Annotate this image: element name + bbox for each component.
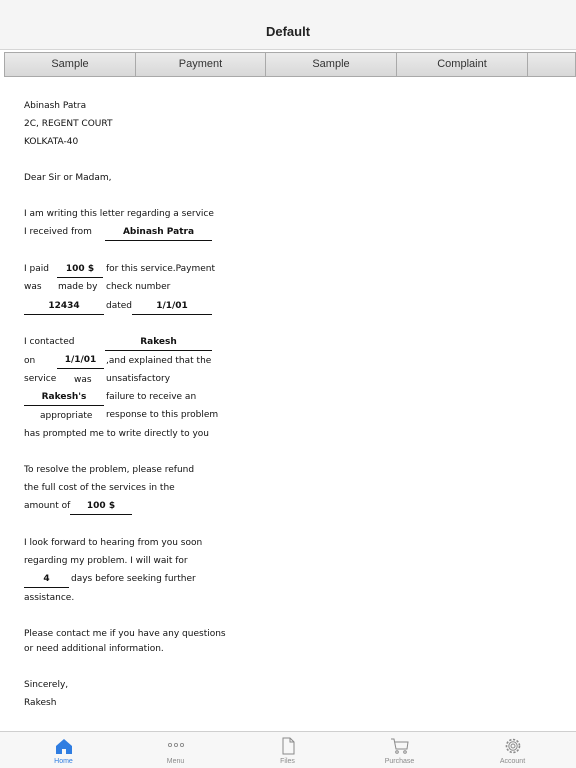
was-text: was xyxy=(24,282,42,292)
salutation: Dear Sir or Madam, xyxy=(24,173,112,183)
forward-line-1: I look forward to hearing from you soon xyxy=(24,538,203,548)
on-label: on xyxy=(24,356,36,366)
paid-amount-field[interactable]: 100 $ xyxy=(57,263,103,278)
tab-bar xyxy=(0,731,576,768)
dated-field[interactable]: 1/1/01 xyxy=(132,300,212,315)
paragraph-intro-line-1: I am writing this letter regarding a service xyxy=(24,209,214,219)
resolve-line-2: the full cost of the services in the xyxy=(24,483,175,493)
days-before-text: days before seeking further xyxy=(71,574,196,584)
assistance-text: assistance. xyxy=(24,593,75,603)
file-icon xyxy=(278,736,298,756)
forward-line-2: regarding my problem. I will wait for xyxy=(24,556,188,566)
response-text: response to this problem xyxy=(106,410,219,420)
segment-payment[interactable]: Payment xyxy=(135,52,265,77)
contact-line-1: Please contact me if you have any questions xyxy=(24,629,226,639)
service-label: service xyxy=(24,374,57,384)
paid-label: I paid xyxy=(24,264,49,274)
dated-label: dated xyxy=(106,301,133,311)
for-service-text: for this service.Payment xyxy=(106,264,216,274)
tab-files[interactable] xyxy=(230,732,345,768)
segment-more[interactable] xyxy=(527,52,576,77)
tab-menu-label: Menu xyxy=(166,758,185,765)
gear-icon xyxy=(503,736,523,756)
signature: Rakesh xyxy=(24,698,57,708)
tab-purchase-label: Purchase xyxy=(384,758,415,765)
tab-account[interactable] xyxy=(455,732,570,768)
explained-text: ,and explained that the xyxy=(106,356,212,366)
contact-date-field[interactable]: 1/1/01 xyxy=(57,354,104,369)
made-by-text: made by xyxy=(58,282,98,292)
amount-of-label: amount of xyxy=(24,501,71,511)
failure-name-field[interactable]: Rakesh's xyxy=(24,391,104,406)
resolve-line-1: To resolve the problem, please refund xyxy=(24,465,195,475)
tab-home-label: Home xyxy=(54,758,73,765)
segmented-control xyxy=(4,52,576,77)
tab-account-label: Account xyxy=(499,758,526,765)
page-title: Default xyxy=(265,24,311,39)
check-number-field[interactable]: 12434 xyxy=(24,300,104,315)
address-line-2: KOLKATA-40 xyxy=(24,137,79,147)
sender-name: Abinash Patra xyxy=(24,101,87,111)
refund-amount-field[interactable]: 100 $ xyxy=(70,500,132,515)
more-dots-icon xyxy=(166,736,186,756)
prompted-text: has prompted me to write directly to you xyxy=(24,429,210,439)
contact-line-2: or need additional information. xyxy=(24,644,164,654)
failure-text: failure to receive an xyxy=(106,392,197,402)
segment-sample-1[interactable]: Sample xyxy=(4,52,135,77)
wait-days-field[interactable]: 4 xyxy=(24,573,69,588)
tab-purchase[interactable] xyxy=(342,732,457,768)
cart-icon xyxy=(390,736,410,756)
tab-files-label: Files xyxy=(280,758,295,765)
unsatisfactory-text: unsatisfactory xyxy=(106,374,171,384)
contacted-name-field[interactable]: Rakesh xyxy=(105,336,212,351)
check-number-label: check number xyxy=(106,282,171,292)
contacted-label: I contacted xyxy=(24,337,75,347)
segment-complaint[interactable]: Complaint xyxy=(396,52,527,77)
letter-document xyxy=(0,78,576,728)
paragraph-intro-line-2: I received from xyxy=(24,227,92,237)
navigation-bar xyxy=(0,0,576,50)
address-line-1: 2C, REGENT COURT xyxy=(24,119,113,129)
tab-menu[interactable] xyxy=(118,732,233,768)
closing: Sincerely, xyxy=(24,680,69,690)
home-icon xyxy=(54,736,74,756)
was-text-2: was xyxy=(74,375,92,385)
appropriate-text: appropriate xyxy=(40,411,93,421)
received-from-field[interactable]: Abinash Patra xyxy=(105,226,212,241)
segment-sample-2[interactable]: Sample xyxy=(265,52,396,77)
tab-home[interactable] xyxy=(6,732,121,768)
